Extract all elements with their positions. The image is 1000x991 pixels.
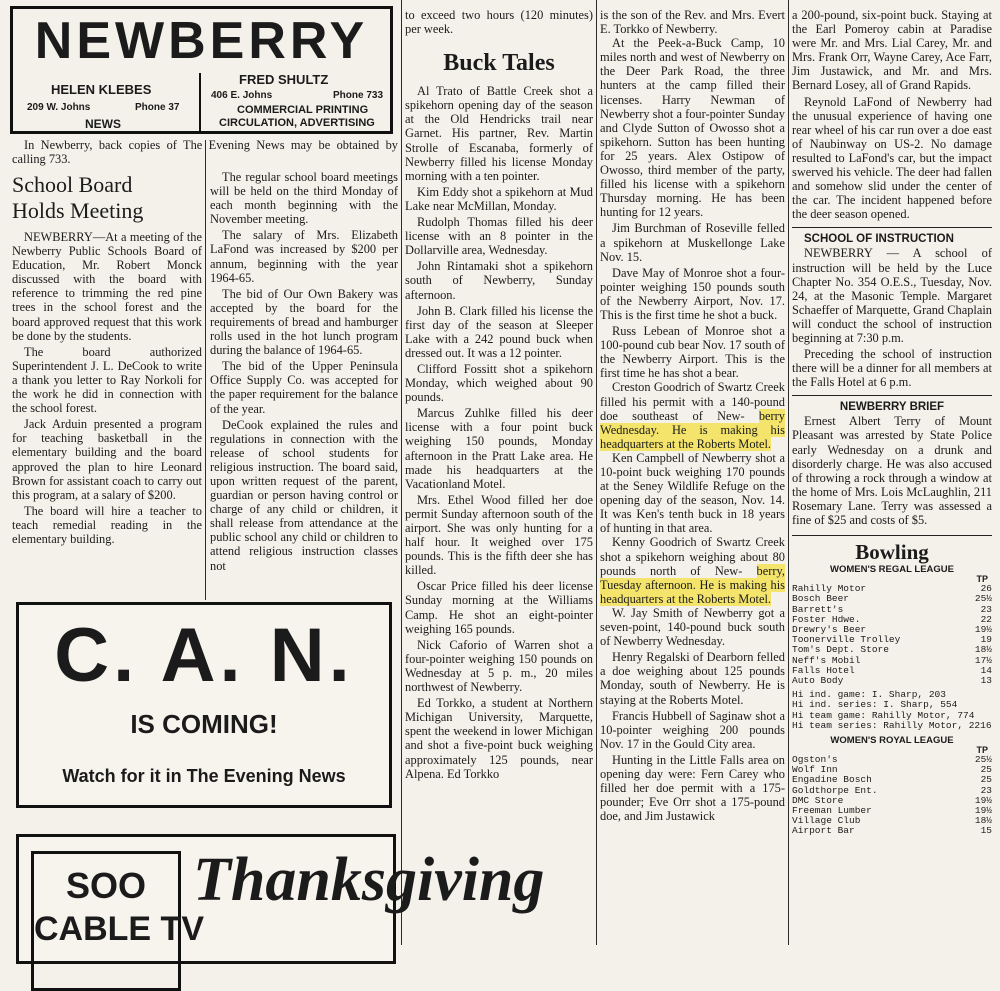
team-points: 19½ [974,623,992,635]
column-rule [205,140,206,600]
masthead-right-dept1: COMMERCIAL PRINTING [237,104,369,116]
article-paragraph: Rudolph Thomas filled his deer license with an 8 pointer in the Dollarville area, Wednesday. [405,215,593,258]
article-paragraph: Hunting in the Little Falls area on opening day were: Fern Carey who filled her doe permit with a 175-pounder; Eve Orr shot a 175-pound doe, and Jim Justawick [600,752,785,824]
team-points: 19½ [974,794,992,806]
can-ad-subtitle: IS COMING! [130,709,278,739]
buck-tales-headline: Buck Tales [443,50,555,77]
high-score-line: Hi ind. game: I. Sharp, 203 [792,689,946,701]
article-paragraph: DeCook explained the rules and regulations in connection with the release of school students for religious instruction. The board said, upon written request of the parent, guardian or person having control or charge of any child or children, it shall release from attendance at the public school any child or children to attend religious instruction classes not [210,417,398,573]
standings-row [792,594,992,604]
section-rule [792,227,992,228]
school-board-continued [210,170,398,573]
can-ad-tagline: Watch for it in The Evening News [62,766,346,786]
section-rule [792,395,992,396]
team-name: Wolf Inn [792,764,838,776]
article-paragraph: Mrs. Ethel Wood filled her doe permit Sunday afternoon south of the airport. She was only hunting for a half hour. It weighed over 175 pounds. This is the fifth deer she has killed. [405,492,593,578]
can-ad [16,602,392,808]
team-name: Bosch Beer [792,593,850,605]
col4-body-a [600,36,785,380]
team-points: 23 [980,603,992,615]
lead-in: a 200-pound, six-point buck. Staying at the Earl Pomeroy cabin at Paradise were Mr. and Mrs. Lial Carey, Mr. and Mrs. Frank Orr, Wayne Carey, Ace Farr, Jim Justawick, and Mr. and Mrs. Bernard Losey, all of Grand Rapids. [792,8,992,93]
article-paragraph: Ken Campbell of Newberry shot a 10-point buck weighing 170 pounds at the Seney Wildlife Refuge on the opening day of the season, Nov. 14. It was Ken's tenth buck in 18 years of hunting in that area. [600,450,785,536]
school-board-article [12,172,202,546]
creston-paragraph [600,380,785,450]
high-score-line: Hi team series: Rahilly Motor, 2216 [792,719,992,731]
team-name: Falls Hotel [792,664,855,676]
team-points: 22 [980,613,992,625]
article-paragraph: The board authorized Superintendent J. L. DeCook to write a thank you letter to Ray Norkoli for the work he did in connection with the school forest. [12,344,202,416]
masthead-left-phone: Phone 37 [135,102,180,113]
reynold-paragraph: Reynold LaFond of Newberry had the unusual experience of having one rear wheel of his car run over a doe east of Naubinway on US-2. No damage resulted to LaFond's car, but the impact swerved his vehicle. The deer had fallen and somehow slid under the center of the car. The incident happened before the deer season opened. [792,94,992,222]
tp-header: TP [976,574,988,585]
buck-tales-continued [600,8,785,823]
article-paragraph: Dave May of Monroe shot a four-pointer weighing 150 pounds south of the Newberry Airport, Nov. 17. This is the first time he shot a buck. [600,265,785,322]
team-name: Auto Body [792,674,844,686]
kenny-paragraph [600,535,785,605]
headline-line: School Board [12,172,133,197]
article-paragraph: Clifford Fossitt shot a spikehorn Monday, which weighed about 90 pounds. [405,361,593,405]
bowling-standings-2 [792,755,992,837]
team-points: 18½ [974,815,992,827]
team-points: 18½ [974,644,992,656]
team-points: 19 [980,634,992,646]
article-paragraph: The regular school board meetings will be held on the third Monday of each month beginning with the November meeting. [210,170,398,227]
kenny-text: Kenny Goodrich of Swartz Creek shot a spikehorn weighing about 80 pounds north of New- [600,535,785,578]
school-instruction-body [792,246,992,389]
team-name: Airport Bar [792,825,855,837]
article-paragraph: Preceding the school of instruction there will be a dinner for all members at the Falls Hotel at 6 p.m. [792,347,992,390]
column-rule [401,0,402,945]
school-board-body [12,230,202,546]
team-name: Barrett's [792,603,844,615]
soo-ad-left2: CABLE TV [34,910,204,948]
bowling-league-1 [792,564,992,575]
kenny-highlight: berry, Tuesday afternoon. He is making his headquarters at the Roberts Motel. [600,563,785,606]
lead-in: is the son of the Rev. and Mrs. Evert E. Torkko of Newberry. [600,8,785,37]
team-points: 26 [980,583,992,595]
team-points: 23 [980,784,992,796]
article-paragraph: The bid of Our Own Bakery was accepted by the board for the requirements of bread and hamburger rolls used in the hot lunch program during the balance of 1964-65. [210,286,398,358]
col4-body-b [600,451,785,536]
soo-ad-left-box [31,851,204,991]
masthead-title: NEWBERRY [34,12,369,70]
team-name: Foster Hdwe. [792,613,861,625]
article-paragraph: Russ Lebean of Monroe shot a 100-pound cub bear Nov. 17 south of the Newberry Airport. This is the first time he has shot a bear. [600,324,785,381]
masthead-left-address: 209 W. Johns [27,102,91,113]
team-name: Village Club [792,815,861,827]
article-paragraph: Kim Eddy shot a spikehorn at Mud Lake near McMillan, Monday. [405,184,593,213]
section-rule [792,535,992,536]
team-name: Tom's Dept. Store [792,644,889,656]
article-paragraph: At the Peek-a-Buck Camp, 10 miles north and west of Newberry on the Deer Park Road, the three hunters at the camp filled their licenses. Harry Newman of Newberry shot a four-pointer Sunday and Clyde Sutton of Owosso shot a spikehorn. Sutton has been hunting for 25 years. Alex Ostipow of Owosso, third member of the party, filled his license with a spikehorn Thursday morning. He has been hunting for 12 years. [600,36,785,220]
team-points: 25 [980,774,992,786]
article-paragraph: Jack Arduin presented a program for teaching basketball in the elementary building and the board approved the plan to hire Leonard Brown for assistant coach to carry out this program, at a salary of $200. [12,417,202,502]
masthead-right-dept2: CIRCULATION, ADVERTISING [219,117,375,129]
bowling-league-2: WOMEN'S ROYAL LEAGUE [830,734,954,746]
school-instruction-head: SCHOOL OF INSTRUCTION [804,233,954,246]
creston-highlight: berry Wednesday. He is making his headquarters at the Roberts Motel. [600,408,785,451]
team-name: Rahilly Motor [792,583,867,595]
lead-in: to exceed two hours (120 minutes) per week. [405,8,593,37]
masthead-left-name: HELEN KLEBES [51,82,152,97]
team-name: DMC Store [792,794,844,806]
article-paragraph: The board will hire a teacher to teach remedial reading in the elementary building. [12,503,202,546]
newberry-brief-body: Ernest Albert Terry of Mount Pleasant was arrested by State Police early Wednesday on a drunk and disorderly charge. He was also accused of throwing a rock through a window at the home of Mrs. Lois McLaughlin, 211 Rosemary Lane. Terry was assessed a fine of $25 and costs of $5. [792,414,992,527]
masthead-right-name: FRED SHULTZ [239,72,329,87]
bowling-highs [792,690,992,731]
team-points: 15 [980,825,992,837]
team-points: 25½ [974,753,992,765]
team-name: Goldthorpe Ent. [792,784,878,796]
bowling-standings-1 [792,584,992,686]
league-name: WOMEN'S REGAL LEAGUE [829,564,954,576]
article-paragraph: W. Jay Smith of Newberry got a seven-point, 140-pound buck south of Newberry Wednesday. [600,605,785,649]
article-paragraph: John B. Clark filled his license the first day of the season at Sleeper Lake with a 242 pound buck when dressed out. It was a 12 pointer. [405,303,593,360]
soo-cable-ad [16,834,545,964]
article-paragraph: The bid of the Upper Peninsula Office Supply Co. was accepted for the paper requirement for the balance of the year. [210,359,398,416]
newberry-brief-head: NEWBERRY BRIEF [839,401,945,414]
article-paragraph: Nick Caforio of Warren shot a four-pointer weighing 150 pounds on Wednesday at 5 p. m., 20 miles northwest of Newberry. [405,637,593,695]
standings-row [792,676,992,686]
newberry-masthead [10,6,393,134]
school-board-headline [12,172,202,224]
backcopies-note: In Newberry, back copies of The Evening News may be obtained by calling 733. [12,138,398,166]
school-board-continued-body [210,170,398,573]
team-name: Drewry's Beer [792,623,867,635]
masthead-right-phone: Phone 733 [333,90,384,101]
team-name: Engadine Bosch [792,774,872,786]
soo-ad-script: Thanksgiving [193,846,545,914]
creston-text: Creston Goodrich of Swartz Creek filled his permit with a 140-pound doe southeast of New- [600,380,785,423]
headline-line: Holds Meeting [12,198,144,223]
team-name: Freeman Lumber [792,804,872,816]
team-name: Toonerville Trolley [792,634,901,646]
tp-header: TP [976,744,988,755]
article-paragraph: Marcus Zuhlke filled his deer license with a four point buck weighing 150 pounds, Monday afternoon in the Pratt Lake area. He made his headquarters at the Vacationland Motel. [405,406,593,491]
team-points: 25½ [974,593,992,605]
bowling-headline: Bowling [855,540,929,565]
article-paragraph: Oscar Price filled his deer license Sunday morning at the Williams Camp. He shot an eight-pointer weighing 165 pounds. [405,579,593,636]
team-points: 14 [980,664,992,676]
can-ad-title: C. A. N. [54,613,354,698]
team-points: 13 [980,674,992,686]
article-paragraph: Francis Hubbell of Saginaw shot a 10-pointer weighing 200 pounds Nov. 17 in the Gould City area. [600,708,785,751]
buck-tales-article [405,8,593,781]
col4-body-c [600,606,785,823]
article-paragraph: The salary of Mrs. Elizabeth LaFond was increased by $200 per annum, beginning with the year 1964-65. [210,228,398,285]
article-paragraph: NEWBERRY—At a meeting of the Newberry Public Schools Board of Education, Mr. Robert Monck discussed with the board with reference to trimming the red pine trees in the school forest and the board approved request that this work be done by the students. [12,230,202,343]
standings-row [792,645,992,655]
buck-tales-body [405,84,593,781]
masthead-divider [199,73,201,131]
team-points: 17½ [974,654,992,666]
team-points: 19½ [974,804,992,816]
right-column [792,8,992,837]
masthead-right-address: 406 E. Johns [211,90,273,101]
article-paragraph: John Rintamaki shot a spikehorn south of Newberry, Sunday afternoon. [405,259,593,302]
article-paragraph: Jim Burchman of Roseville felled a spikehorn at Muskellonge Lake Nov. 15. [600,221,785,264]
article-paragraph: Henry Regalski of Dearborn felled a doe weighing about 125 pounds Monday, south of Newberry. He is staying at the Roberts Motel. [600,650,785,707]
article-paragraph: Al Trato of Battle Creek shot a spikehorn opening day of the season at the Old Hendricks trail near Garnet. His partner, Rev. Martin Strolle of Escanaba, formerly of Newberry filled his license Monday morning with a ten pointer. [405,84,593,183]
high-score-line: Hi team game: Rahilly Motor, 774 [792,709,975,721]
team-points: 25 [980,764,992,776]
column-rule [788,0,789,945]
high-score-line: Hi ind. series: I. Sharp, 554 [792,699,958,711]
standings-row [792,826,992,836]
column-rule [596,0,597,945]
soo-ad-left1: SOO [65,865,146,906]
team-name: Neff's Mobil [792,654,861,666]
team-name: Ogston's [792,753,838,765]
article-paragraph: NEWBERRY — A school of instruction will be held by the Luce Chapter No. 354 O.E.S., Tuesday, Nov. 24, at the Masonic Temple. Margaret Schaeffer of Marquette, Grand Chaplain will conduct the school of instruction beginning at 7:30 p.m. [792,246,992,345]
masthead-left-dept: NEWS [85,117,121,131]
article-paragraph: Ed Torkko, a student at Northern Michigan University, Marquette, spent the weekend in lower Michigan and shot a five-point buck weighing approximately 125 pounds, near Alpena. Ed Torkko [405,696,593,781]
